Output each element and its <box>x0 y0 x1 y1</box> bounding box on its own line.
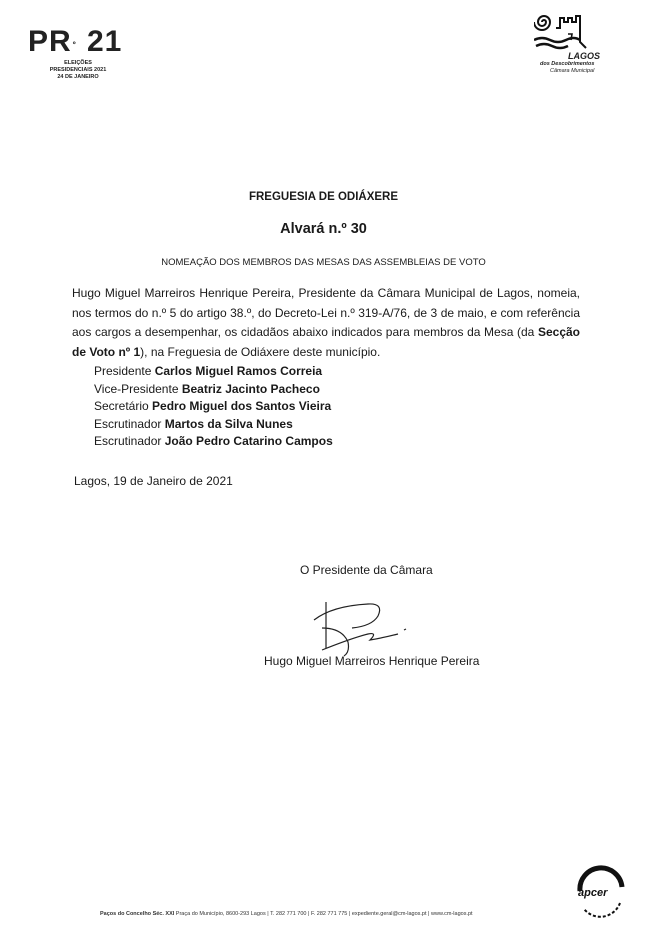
apcer-certification-logo <box>570 865 630 925</box>
lagos-emblem-icon <box>534 12 590 54</box>
logo-line-2: PRESIDENCIAIS 2021 <box>49 67 107 73</box>
lagos-logo-tagline: dos Descobrimentos <box>540 61 595 67</box>
voting-section-label: Secção de Voto nº 1 <box>72 325 580 359</box>
member-row <box>94 363 333 381</box>
member-row <box>94 398 333 416</box>
place-and-date: Lagos, 19 de Janeiro de 2021 <box>74 474 233 488</box>
member-name: Martos da Silva Nunes <box>164 416 293 431</box>
member-name: João Pedro Catarino Campos <box>164 434 333 448</box>
logo-line-3: 24 DE JANEIRO <box>57 74 99 80</box>
footer-address: Praça do Município, 8600-293 Lagos | T. 282 771 700 | F. 282 771 775 | expediente.geral@cm-lagos.pt | www.cm-lagos.pt <box>174 911 473 917</box>
signature-icon <box>312 598 422 658</box>
signer-title: O Presidente da Câmara <box>300 563 433 577</box>
logo-line-1: ELEIÇÕES <box>64 60 92 66</box>
member-name: Pedro Miguel dos Santos Vieira <box>152 399 332 413</box>
member-row <box>94 416 333 434</box>
member-role: Presidente <box>94 364 152 378</box>
member-role: Vice-Presidente <box>94 381 179 396</box>
member-row <box>94 381 333 399</box>
member-role: Secretário <box>94 399 149 413</box>
lagos-municipality-logo <box>520 12 600 74</box>
lagos-logo-subtitle: Câmara Municipal <box>550 68 595 74</box>
signer-name: Hugo Miguel Marreiros Henrique Pereira <box>264 654 480 668</box>
member-row <box>94 433 333 451</box>
logo-pr-text: PR <box>28 25 72 58</box>
logo-21-text: 21 <box>86 25 123 58</box>
document-subject: NOMEAÇÃO DOS MEMBROS DAS MESAS DAS ASSEMBLEIAS DE VOTO <box>161 257 486 268</box>
apcer-text: apcer <box>578 887 608 899</box>
member-role: Escrutinador <box>94 416 162 431</box>
footer-org: Paços do Concelho Séc. XXI <box>100 911 175 917</box>
pr21-elections-logo: $PR^º$ 21 ELEIÇÕES PRESIDENCIAIS 2021 24 DE JANEIRO <box>28 25 123 80</box>
appointment-paragraph: Hugo Miguel Marreiros Henrique Pereira, Presidente da Câmara Municipal de Lagos, nomeia, nos termos do n.º 5 do artigo 38.º, do Decreto-Lei n.º 319-A/76, de 3 de maio, e com referência aos cargos a desempenhar, os cidadãos abaixo indicados para membros da Mesa (da Secção de Voto nº 1), na Freguesia de Odiáxere deste município. <box>72 286 580 359</box>
footer-contact <box>100 911 473 917</box>
freguesia-heading: FREGUESIA DE ODIÁXERE <box>248 191 399 203</box>
member-name: Beatriz Jacinto Pacheco <box>181 381 320 396</box>
members-list <box>94 363 333 451</box>
member-role: Escrutinador <box>94 434 162 448</box>
lagos-logo-name: LAGOS <box>568 51 601 61</box>
alvara-number-title: Alvará n.º 30 <box>280 221 367 237</box>
member-name: Carlos Miguel Ramos Correia <box>154 364 323 378</box>
